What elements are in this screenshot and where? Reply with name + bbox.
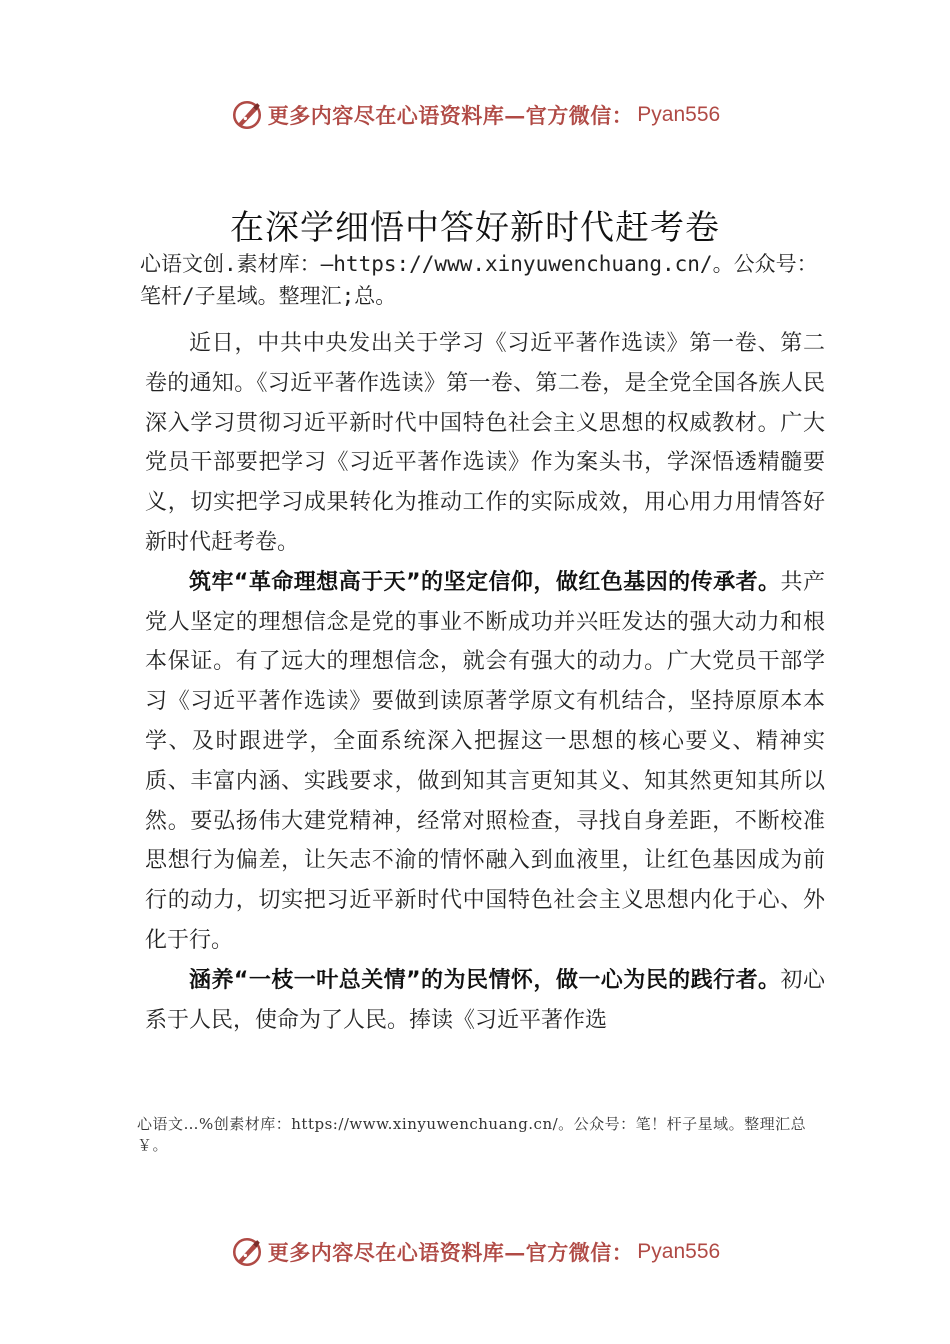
banner-wechat-id: Pyan556	[637, 1240, 721, 1263]
footer-banner	[0, 1232, 950, 1272]
source-line: 心语文创.素材库：—https://www.xinyuwenchuang.cn/。公众号：笔杆/子星域。整理汇;总。	[140, 252, 818, 308]
paragraph	[145, 563, 825, 961]
header-banner	[0, 95, 950, 135]
banner-text: 更多内容尽在心语资料库—官方微信：	[267, 1240, 634, 1265]
paragraph-lead: 涵养“一枝一叶总关情”的为民情怀，做一心为民的践行者。	[189, 967, 781, 993]
paragraph-text: 初心系于人民，使命为了人民。捧读《习近平著作选	[145, 967, 825, 1033]
pen-logo-icon	[230, 98, 264, 132]
paragraph	[145, 324, 825, 563]
document-title: 在深学细悟中答好新时代赶考卷	[230, 208, 720, 248]
document-body	[145, 324, 825, 1040]
footer-note: 心语文…%创素材库：https://www.xinyuwenchuang.cn/。公众号：笔！杆子星域。整理汇总￥。	[137, 1115, 807, 1154]
paragraph-text: 近日，中共中央发出关于学习《习近平著作选读》第一卷、第二卷的通知。《习近平著作选读》第一卷、第二卷，是全党全国各族人民深入学习贯彻习近平新时代中国特色社会主义思想的权威教材。广大党员干部要把学习《习近平著作选读》作为案头书，学深悟透精髓要义，切实把学习成果转化为推动工作的实际成效，用心用力用情答好新时代赶考卷。	[145, 331, 825, 555]
paragraph-lead: 筑牢“革命理想高于天”的坚定信仰，做红色基因的传承者。	[189, 569, 781, 595]
pen-logo-icon	[230, 1235, 264, 1269]
paragraph-text: 共产党人坚定的理想信念是党的事业不断成功并兴旺发达的强大动力和根本保证。有了远大的理想信念，就会有强大的动力。广大党员干部学习《习近平著作选读》要做到读原著学原文有机结合，坚持原原本本学、及时跟进学，全面系统深入把握这一思想的核心要义、精神实质、丰富内涵、实践要求，做到知其言更知其义、知其然更知其所以然。要弘扬伟大建党精神，经常对照检查，寻找自身差距，不断校准思想行为偏差，让矢志不渝的情怀融入到血液里，让红色基因成为前行的动力，切实把习近平新时代中国特色社会主义思想内化于心、外化于行。	[145, 569, 825, 953]
banner-wechat-id: Pyan556	[637, 103, 721, 126]
banner-text: 更多内容尽在心语资料库—官方微信：	[267, 103, 634, 128]
paragraph	[145, 961, 825, 1041]
